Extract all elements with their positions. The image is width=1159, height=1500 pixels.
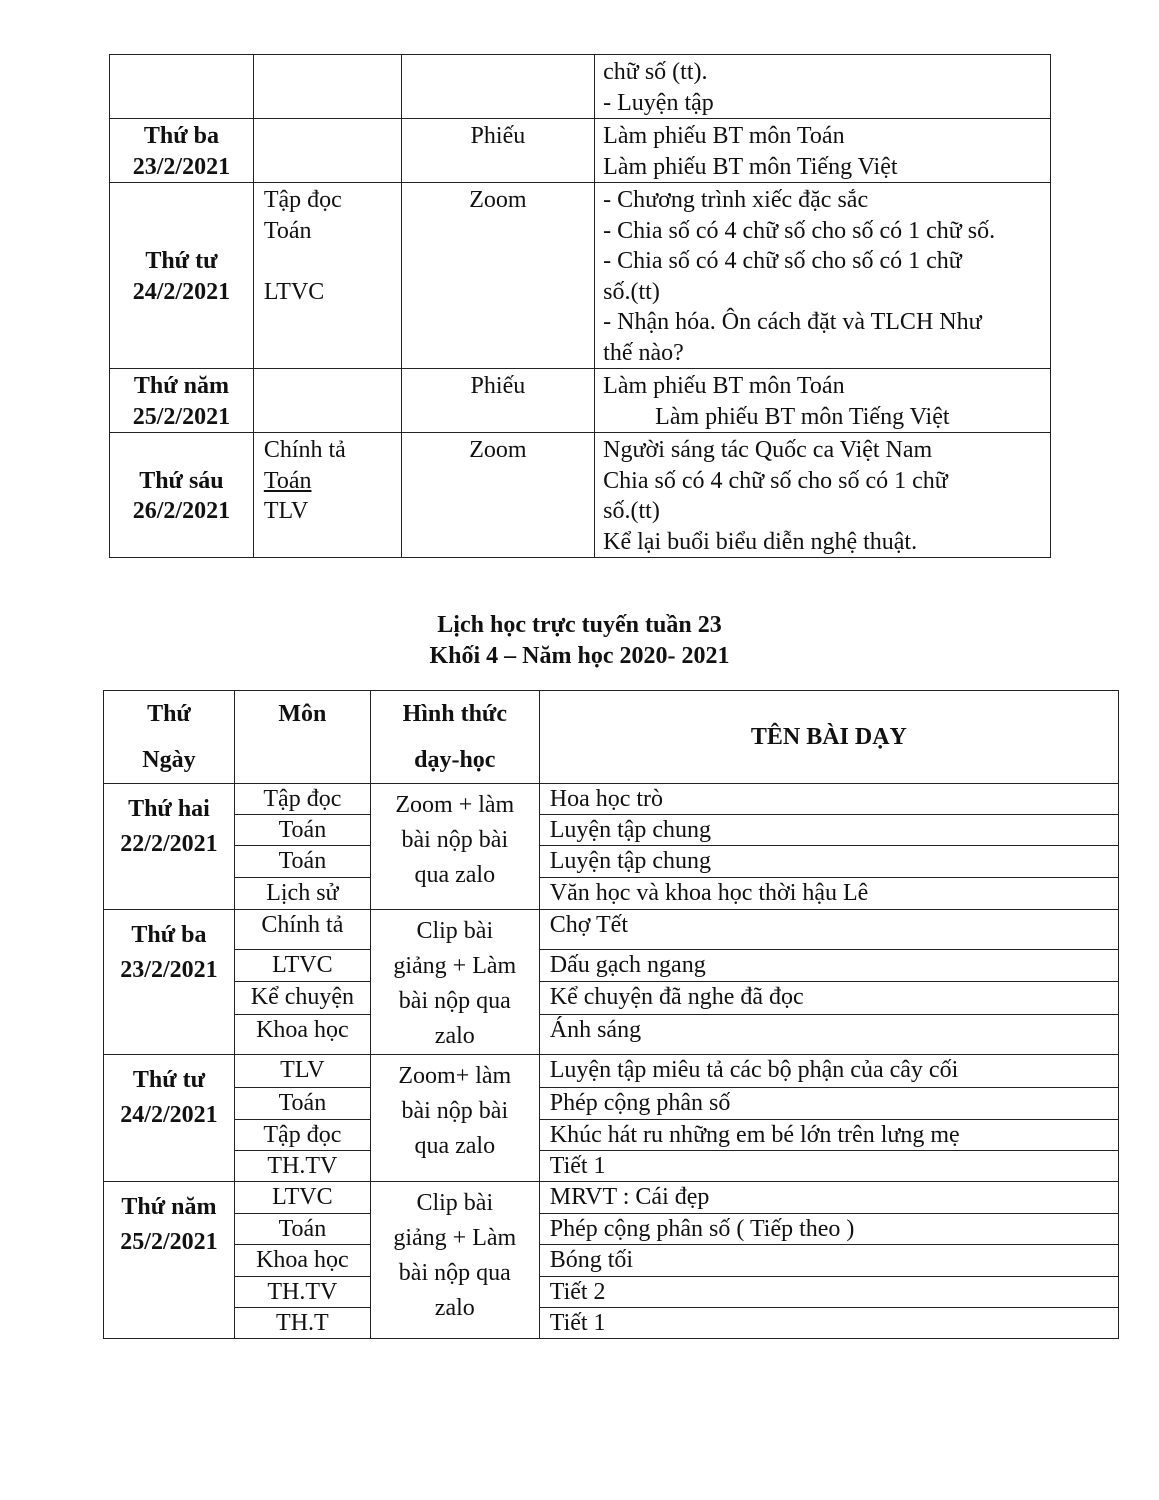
form-line: Clip bài: [416, 1190, 494, 1216]
form-cell: Phiếu: [401, 119, 595, 183]
form-line: zalo: [434, 1023, 475, 1049]
form-line: qua zalo: [414, 862, 496, 888]
form-cell: Zoom: [401, 183, 595, 369]
header-form: [370, 691, 539, 784]
date-label: 25/2/2021: [120, 1229, 218, 1255]
subject-cell: Lịch sử: [234, 878, 370, 910]
form-line: bài nộp qua: [398, 988, 511, 1014]
table-row: [104, 1245, 1119, 1277]
subject-cell: Toán: [234, 846, 370, 878]
lesson-cell: Kể chuyện đã nghe đã đọc: [539, 981, 1118, 1014]
subject-line: [264, 246, 401, 277]
lesson-cell: [595, 183, 1051, 369]
form-cell: Zoom: [401, 433, 595, 558]
day-label: Thứ ba: [143, 123, 219, 149]
day-label: Thứ năm: [133, 373, 229, 399]
table-row: [104, 784, 1119, 815]
lesson-line: Chia số có 4 chữ số cho số có 1 chữ: [603, 467, 948, 494]
table-row: [104, 1214, 1119, 1245]
form-line: giảng + Làm: [393, 953, 517, 979]
lesson-cell: Phép cộng phân số: [539, 1088, 1118, 1120]
day-cell: [104, 784, 235, 910]
subject-cell: LTVC: [234, 1182, 370, 1214]
form-cell: Phiếu: [401, 369, 595, 433]
table-row: [104, 981, 1119, 1014]
table-row: [104, 878, 1119, 910]
date-label: 23/2/2021: [120, 957, 218, 983]
subject-cell: [253, 119, 401, 183]
header-form-line: Hình thức: [402, 701, 507, 727]
subject-cell: Toán: [234, 1214, 370, 1245]
header-subject: Môn: [234, 691, 370, 784]
subject-cell: [253, 369, 401, 433]
lesson-line: số.(tt): [603, 498, 660, 524]
subject-cell: TH.TV: [234, 1151, 370, 1182]
subject-cell: Khoa học: [234, 1015, 370, 1055]
form-line: bài nộp qua: [398, 1260, 511, 1286]
day-label: Thứ năm: [121, 1194, 217, 1220]
day-cell: [104, 910, 235, 1055]
lesson-cell: Phép cộng phân số ( Tiếp theo ): [539, 1214, 1118, 1245]
lesson-line: Làm phiếu BT môn Toán: [603, 373, 845, 399]
subject-line: LTVC: [263, 278, 325, 305]
header-day: [104, 691, 235, 784]
lesson-line: Kể lại buổi biểu diễn nghệ thuật.: [603, 528, 918, 555]
day-cell: [110, 55, 254, 119]
subject-line: Tập đọc: [263, 187, 342, 213]
lesson-cell: Khúc hát ru những em bé lớn trên lưng mẹ: [539, 1120, 1118, 1151]
schedule-table-grade3: [109, 54, 1051, 558]
subject-cell: [253, 433, 401, 558]
table-row: [104, 1277, 1119, 1308]
subject-line: Chính tả: [263, 437, 346, 463]
subject-cell: TLV: [234, 1055, 370, 1088]
lesson-cell: [595, 119, 1051, 183]
day-label: Thứ hai: [128, 796, 210, 822]
form-line: qua zalo: [414, 1133, 496, 1159]
table-row: [104, 1015, 1119, 1055]
schedule-title: Lịch học trực tuyến tuần 23: [437, 612, 722, 638]
form-line: giảng + Làm: [393, 1225, 517, 1251]
schedule-subtitle: Khối 4 – Năm học 2020- 2021: [429, 643, 730, 669]
day-label: Thứ sáu: [139, 467, 224, 494]
lesson-line: - Luyện tập: [603, 89, 714, 116]
subject-cell: TH.TV: [234, 1277, 370, 1308]
table-row: [104, 1182, 1119, 1214]
form-cell: [370, 1182, 539, 1339]
lesson-line: chữ số (tt).: [603, 59, 708, 85]
lesson-line: Người sáng tác Quốc ca Việt Nam: [603, 437, 933, 463]
lesson-cell: Luyện tập chung: [539, 815, 1118, 846]
form-line: bài nộp bài: [401, 827, 509, 853]
form-line: Zoom+ làm: [398, 1063, 512, 1089]
table-row: [110, 119, 1051, 183]
subject-line: Toán: [263, 467, 312, 494]
lesson-cell: Dấu gạch ngang: [539, 949, 1118, 981]
lesson-cell: Ánh sáng: [539, 1015, 1118, 1055]
lesson-cell: [595, 55, 1051, 119]
subject-cell: LTVC: [234, 949, 370, 981]
subject-cell: Tập đọc: [234, 1120, 370, 1151]
table-row: [104, 949, 1119, 981]
day-label: Thứ ba: [131, 922, 207, 948]
day-cell: [110, 183, 254, 369]
subject-line: TLV: [263, 498, 309, 524]
table-row: [104, 815, 1119, 846]
subject-cell: Chính tả: [234, 910, 370, 950]
subject-cell: Khoa học: [234, 1245, 370, 1277]
lesson-cell: Luyện tập miêu tả các bộ phận của cây cối: [539, 1055, 1118, 1088]
table-row: [110, 369, 1051, 433]
lesson-line: số.(tt): [603, 278, 660, 305]
table-row: [110, 183, 1051, 369]
day-label: Thứ tư: [132, 1067, 206, 1093]
lesson-cell: Tiết 2: [539, 1277, 1118, 1308]
lesson-line: Làm phiếu BT môn Tiếng Việt: [655, 403, 950, 430]
table-row: [104, 846, 1119, 878]
schedule-table-grade4: [103, 690, 1119, 1339]
lesson-line: Làm phiếu BT môn Tiếng Việt: [603, 153, 898, 180]
table-row: [104, 1088, 1119, 1120]
day-label: Thứ tư: [145, 248, 218, 274]
date-label: 25/2/2021: [132, 403, 231, 430]
form-cell: [370, 784, 539, 910]
lesson-cell: [595, 433, 1051, 558]
date-label: 23/2/2021: [132, 153, 231, 180]
lesson-cell: MRVT : Cái đẹp: [539, 1182, 1118, 1214]
form-line: Clip bài: [416, 918, 494, 944]
day-cell: [110, 369, 254, 433]
subject-cell: Tập đọc: [234, 784, 370, 815]
day-cell: [110, 433, 254, 558]
subject-cell: TH.T: [234, 1308, 370, 1339]
lesson-line: - Chia số có 4 chữ số cho số có 1 chữ: [603, 248, 962, 274]
table-row: [104, 1055, 1119, 1088]
subject-cell: [253, 183, 401, 369]
lesson-cell: [595, 369, 1051, 433]
lesson-line: - Chia số có 4 chữ số cho số có 1 chữ số.: [603, 217, 996, 244]
lesson-cell: Tiết 1: [539, 1151, 1118, 1182]
date-label: 22/2/2021: [120, 831, 218, 857]
lesson-cell: Văn học và khoa học thời hậu Lê: [539, 878, 1118, 910]
lesson-cell: Chợ Tết: [539, 910, 1118, 950]
table-row: [104, 1120, 1119, 1151]
lesson-cell: Hoa học trò: [539, 784, 1118, 815]
date-label: 24/2/2021: [120, 1102, 218, 1128]
header-row: [104, 691, 1119, 784]
lesson-line: - Nhận hóa. Ôn cách đặt và TLCH Như: [603, 309, 982, 335]
table-row: [104, 910, 1119, 950]
form-line: zalo: [434, 1295, 475, 1321]
header-lesson: TÊN BÀI DẠY: [539, 691, 1118, 784]
lesson-line: - Chương trình xiếc đặc sắc: [603, 187, 869, 213]
form-cell: [401, 55, 595, 119]
form-line: bài nộp bài: [401, 1098, 509, 1124]
subject-cell: Kể chuyện: [234, 981, 370, 1014]
header-form-line: dạy-học: [414, 747, 496, 773]
date-label: 24/2/2021: [132, 278, 231, 305]
table-row: [110, 55, 1051, 119]
subject-cell: [253, 55, 401, 119]
day-cell: [104, 1182, 235, 1339]
date-label: 26/2/2021: [132, 498, 231, 524]
lesson-cell: Tiết 1: [539, 1308, 1118, 1339]
table-row: [104, 1151, 1119, 1182]
form-line: Zoom + làm: [395, 792, 515, 818]
form-cell: [370, 1055, 539, 1182]
day-cell: [110, 119, 254, 183]
subject-cell: Toán: [234, 1088, 370, 1120]
day-cell: [104, 1055, 235, 1182]
table-row: [110, 433, 1051, 558]
subject-line: Toán: [263, 217, 312, 244]
table-row: [104, 1308, 1119, 1339]
header-date-line: Ngày: [142, 747, 196, 773]
lesson-cell: Luyện tập chung: [539, 846, 1118, 878]
lesson-line: thế nào?: [603, 339, 684, 366]
lesson-cell: Bóng tối: [539, 1245, 1118, 1277]
subject-cell: Toán: [234, 815, 370, 846]
lesson-line: Làm phiếu BT môn Toán: [603, 123, 845, 149]
header-day-line: Thứ: [147, 701, 191, 727]
form-cell: [370, 910, 539, 1055]
